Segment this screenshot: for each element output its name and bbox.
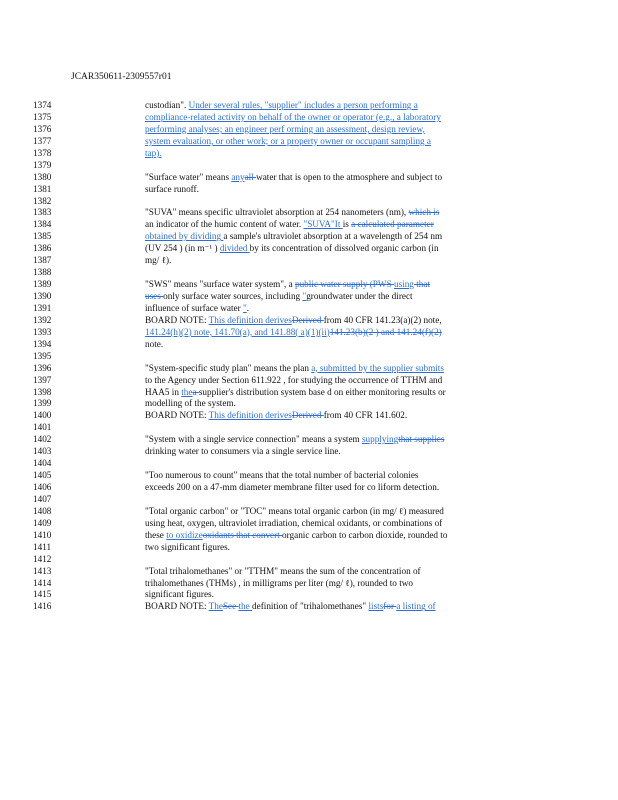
text-line	[145, 589, 543, 601]
text-line	[145, 506, 543, 518]
text-line	[145, 351, 543, 363]
line-number: 1374	[33, 100, 52, 110]
line-number: 1377	[33, 135, 52, 146]
text-run: "SUVA" means specific ultraviolet absorption at 254 nanometers (nm),	[145, 207, 409, 218]
inserted-text: obtained by dividing	[145, 231, 224, 242]
text-run: .	[246, 302, 250, 313]
text-run: BOARD NOTE:	[145, 410, 209, 421]
deleted-text: 141.23(b)(2 ) and 141.24(f)(2)	[329, 326, 442, 337]
text-run: modelling of the system.	[145, 398, 236, 409]
deleted-text: public water supply (PWS	[294, 279, 394, 290]
line-number: 1378	[33, 147, 52, 158]
text-run: "Total trihalomethanes" or "TTHM" means the sum of the concentration of	[145, 565, 421, 576]
text-line	[145, 100, 543, 112]
text-run: BOARD NOTE:	[145, 601, 209, 612]
line-number: 1391	[33, 302, 52, 313]
inserted-text: the	[238, 601, 253, 612]
inserted-text: "	[242, 302, 247, 313]
text-run: note.	[145, 338, 164, 349]
deleted-text: that	[413, 279, 430, 290]
text-run: groundwater under the direct	[306, 291, 413, 301]
text-run: two significant figures.	[145, 541, 230, 552]
text-run: an indicator of the humic content of water.	[145, 219, 304, 230]
text-run: these	[145, 529, 167, 540]
inserted-text: using	[393, 279, 414, 290]
text-line	[145, 303, 543, 315]
inserted-text: 141.24(h)(2) note, 141.70(a), and 141.88( a)(1)(ii)	[145, 326, 330, 337]
text-line	[145, 470, 543, 482]
line-number: 1382	[33, 195, 52, 206]
text-run: significant figures.	[145, 589, 214, 600]
line-number: 1386	[33, 243, 52, 254]
text-line	[145, 267, 543, 279]
text-run: surface runoff.	[145, 183, 199, 194]
line-number: 1413	[33, 565, 52, 576]
text-line	[145, 196, 543, 208]
text-run: "SWS" means "surface water system", a	[145, 279, 295, 290]
line-number: 1388	[33, 267, 52, 278]
text-line	[145, 184, 543, 196]
line-number: 1405	[33, 470, 52, 481]
text-line	[145, 124, 543, 136]
text-run: exceeds 200 on a 47-mm diameter membrane filter used for co liform detection.	[145, 482, 440, 492]
text-run: 254	[163, 243, 180, 254]
line-number: 1376	[33, 123, 52, 134]
line-number: 1411	[33, 541, 52, 552]
line-number: 1407	[33, 493, 52, 504]
text-run: drinking water to consumers via a single service line.	[145, 446, 341, 457]
text-line	[145, 422, 543, 434]
inserted-text: any	[231, 171, 245, 182]
line-number: 1387	[33, 255, 52, 266]
text-run: only surface water sources, including	[163, 291, 303, 301]
inserted-text: performing analyses; an engineer perf orming an assessment, design review,	[145, 123, 425, 134]
inserted-text: "	[302, 291, 307, 301]
deleted-text: Derived	[291, 410, 324, 421]
deleted-text: oxidants that convert	[202, 529, 283, 540]
text-line	[145, 578, 543, 590]
inserted-text: This definition derives	[208, 410, 292, 421]
document-id-header: JCAR350611-2309557r01	[71, 72, 172, 82]
line-number: 1396	[33, 362, 52, 373]
line-number: 1415	[33, 589, 52, 600]
line-number: 1385	[33, 231, 52, 242]
text-run: from 40 CFR 141.602.	[323, 410, 408, 421]
line-number: 1414	[33, 577, 52, 588]
line-number: 1383	[33, 207, 52, 218]
text-line	[145, 458, 543, 470]
inserted-text: to oxidize	[166, 529, 203, 540]
text-line	[145, 291, 543, 303]
line-number: 1412	[33, 553, 52, 564]
line-number: 1409	[33, 517, 52, 528]
deleted-text: See	[222, 601, 239, 612]
deleted-text: all	[244, 171, 257, 182]
deleted-text: a	[192, 386, 199, 397]
text-line	[145, 410, 543, 422]
text-line	[145, 554, 543, 566]
line-number: 1406	[33, 482, 52, 492]
line-number: 1401	[33, 422, 52, 433]
text-run: is	[342, 219, 352, 230]
text-line	[145, 219, 543, 231]
text-line	[145, 339, 543, 351]
inserted-text: supplying	[361, 434, 399, 445]
text-line	[145, 398, 543, 410]
text-run: definition of "trihalomethanes"	[252, 601, 369, 612]
text-line	[145, 327, 543, 339]
text-run: water that is open to the atmosphere and subject to	[256, 171, 443, 182]
line-number: 1404	[33, 458, 52, 469]
line-number: 1410	[33, 529, 52, 540]
text-run: from 40 CFR 141.23(a)(2) note,	[323, 314, 442, 325]
text-line	[145, 172, 543, 184]
inserted-text: compliance-related activity on behalf of the owner or operator (e.g., a laboratory	[145, 111, 441, 122]
text-run: "Too numerous to count" means that the total number of bacterial colonies	[145, 470, 419, 481]
text-run: influence of surface water	[145, 302, 243, 313]
text-line	[145, 112, 543, 124]
line-number: 1399	[33, 398, 52, 409]
text-run: using heat, oxygen, ultraviolet irradiation, chemical oxidants, or combinations of	[145, 517, 443, 528]
deleted-text: for	[383, 601, 397, 612]
text-run: HAA5 in	[145, 386, 182, 397]
line-number: 1403	[33, 446, 52, 457]
text-line	[145, 566, 543, 578]
line-number: 1395	[33, 350, 52, 361]
deleted-text: which is	[408, 207, 440, 218]
inserted-text: Under several rules, "supplier" includes a person performing a	[188, 100, 418, 110]
text-line	[145, 255, 543, 267]
line-number: 1394	[33, 338, 52, 349]
inserted-text: the	[181, 386, 193, 397]
line-number: 1392	[33, 314, 52, 325]
text-line	[145, 518, 543, 530]
text-run: "Total organic carbon" or "TOC" means total organic carbon (in mg/ ℓ) measured	[145, 505, 444, 516]
text-line	[145, 231, 543, 243]
text-line	[145, 530, 543, 542]
text-line	[145, 363, 543, 375]
inserted-text: tap).	[145, 147, 162, 158]
text-run: to the Agency under Section 611.922 , for studying the occurrence of TTHM and	[145, 374, 443, 385]
deleted-text: a calculated parameter	[351, 219, 434, 230]
text-run: "System with a single service connection" means a system	[145, 434, 362, 445]
line-number: 1390	[33, 291, 52, 301]
text-line	[145, 494, 543, 506]
text-line	[145, 243, 543, 255]
inserted-text: divided	[219, 243, 250, 254]
document-body	[145, 100, 543, 613]
text-line	[145, 542, 543, 554]
inserted-text: a listing of	[396, 601, 436, 612]
text-run: organic carbon to carbon dioxide, rounded to	[282, 529, 448, 540]
inserted-text: a, submitted by the supplier submits	[311, 362, 444, 373]
line-number: 1416	[33, 601, 52, 612]
line-number: 1379	[33, 159, 52, 170]
text-run: BOARD NOTE:	[145, 314, 209, 325]
line-number: 1389	[33, 279, 52, 290]
inserted-text: lists	[368, 601, 384, 612]
text-line	[145, 482, 543, 494]
text-line	[145, 148, 543, 160]
text-run: a sample's ultraviolet absorption at a wavelength of 254 nm	[223, 231, 443, 242]
text-line	[145, 160, 543, 172]
deleted-text: Derived	[291, 314, 324, 325]
line-number: 1380	[33, 171, 52, 182]
text-line	[145, 207, 543, 219]
deleted-text: uses	[145, 291, 164, 301]
text-line	[145, 434, 543, 446]
deleted-text: that supplies	[398, 434, 445, 445]
line-number: 1381	[33, 183, 52, 194]
line-number: 1393	[33, 326, 52, 337]
line-number: 1408	[33, 505, 52, 516]
text-line	[145, 279, 543, 291]
text-run: ) (in m⁻¹ )	[179, 243, 220, 254]
text-line	[145, 446, 543, 458]
inserted-text: system evaluation, or other work; or a property owner or occupant sampling a	[145, 135, 432, 146]
inserted-text: "SUVA"It	[303, 219, 343, 230]
line-number-gutter	[33, 100, 59, 613]
text-line	[145, 387, 543, 399]
text-run: supplier's distribution system base d on either monitoring results or	[198, 386, 446, 397]
text-line	[145, 375, 543, 387]
line-number: 1402	[33, 434, 52, 445]
text-run: (UV	[145, 243, 164, 254]
inserted-text: The	[208, 601, 223, 612]
text-line	[145, 601, 543, 613]
line-number: 1384	[33, 219, 52, 230]
line-number: 1398	[33, 386, 52, 397]
text-run: by its concentration of dissolved organic carbon (in	[249, 243, 439, 254]
line-number: 1400	[33, 410, 52, 421]
inserted-text: This definition derives	[208, 314, 292, 325]
line-number: 1375	[33, 111, 52, 122]
text-run: custodian".	[145, 100, 189, 110]
text-line	[145, 136, 543, 148]
text-run: trihalomethanes (THMs) , in milligrams per liter (mg/ ℓ), rounded to two	[145, 577, 413, 588]
text-run: "Surface water" means	[145, 171, 232, 182]
text-line	[145, 315, 543, 327]
text-run: mg/ ℓ).	[145, 255, 172, 266]
line-number: 1397	[33, 374, 52, 385]
text-run: "System-specific study plan" means the plan	[145, 362, 312, 373]
